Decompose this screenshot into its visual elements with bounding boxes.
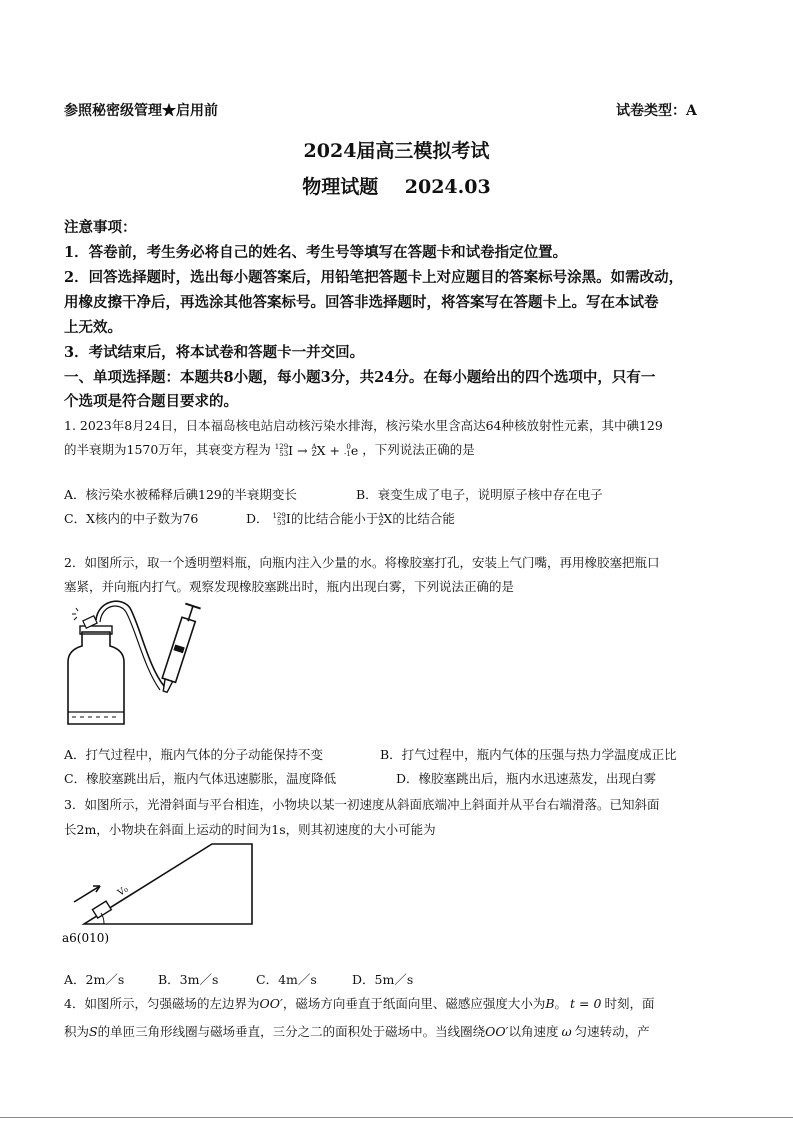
- eq-x-mass: A: [311, 443, 317, 452]
- q1-decay-equation: [275, 443, 358, 459]
- q4-text-e: 积为: [64, 1024, 90, 1039]
- q4-oo-axis: OO′: [259, 996, 283, 1011]
- eq-e-mass: 0: [346, 443, 351, 452]
- eq-i-symbol: I: [288, 442, 294, 458]
- q4-symbol-omega: ω: [561, 1024, 572, 1039]
- notice-heading: 注意事项：: [64, 219, 137, 236]
- eq-e-symbol: e: [350, 442, 359, 458]
- exam-title: 2024届高三模拟考试: [303, 140, 490, 162]
- notice-item-2-line-1: 2．回答选择题时，选出每小题答案后，用铅笔把答题卡上对应题目的答案标号涂黑。如需改动，: [64, 269, 684, 286]
- eq-i-mass: 129: [274, 443, 289, 452]
- q2-option-a: A．打气过程中，瓶内气体的分子动能保持不变: [64, 747, 324, 762]
- q3-option-d: D．5m／s: [352, 972, 414, 987]
- q4-symbol-t: t = 0: [570, 996, 602, 1011]
- q3-incline-figure: [60, 838, 260, 948]
- q3-figure-v-label: V₀: [116, 884, 131, 899]
- q1-option-d-pre: D．: [246, 511, 269, 526]
- notice-item-3: 3．考试结束后，将本试卷和答题卡一并交回。: [64, 344, 365, 361]
- eq-x-num: Z: [311, 450, 317, 459]
- q4-line-1: [64, 994, 654, 1012]
- q2-line-1: 2．如图所示，取一个透明塑料瓶，向瓶内注入少量的水。将橡胶塞打孔，安装上气门嘴，再用橡胶塞把瓶口: [64, 555, 660, 570]
- q1-option-a: A．核污染水被稀释后碘129的半衰期变长: [64, 487, 297, 502]
- q1-option-b: B．衰变生成了电子，说明原子核中存在电子: [356, 487, 603, 502]
- q4-line-2: [64, 1022, 650, 1040]
- header-right: 试卷类型：A: [616, 103, 697, 119]
- q2-option-c: C．橡胶塞跳出后，瓶内气体迅速膨胀，温度降低: [64, 771, 337, 786]
- optd-i-mass: 129: [272, 511, 286, 520]
- q1-line-2-pre: 的半衰期为1570万年，其衰变方程为: [64, 442, 271, 457]
- section-1-line-2: 个选项是符合题目要求的。: [64, 393, 238, 410]
- q1-option-d: [246, 509, 455, 527]
- q2-option-b: B．打气过程中，瓶内气体的压强与热力学温度成正比: [380, 747, 677, 762]
- q4-text-b: ，磁场方向垂直于纸面向里、磁感应强度大小为: [282, 996, 546, 1011]
- optd-i-num: 53: [276, 518, 286, 527]
- q3-figure-note: a6(010): [62, 931, 110, 945]
- q4-symbol-b: B: [545, 996, 555, 1011]
- q3-option-b: B．3m／s: [158, 972, 219, 987]
- q2-bottle-pump-figure: [60, 596, 210, 730]
- eq-arrow: →: [297, 442, 308, 458]
- notice-item-1: 1．答卷前，考生务必将自己的姓名、考生号等填写在答题卡和试卷指定位置。: [64, 244, 568, 261]
- q1-line-2: [64, 440, 475, 458]
- q4-text-f: 的单匝三角形线圈与磁场垂直，三分之二的面积处于磁场中。当线圈绕: [97, 1024, 486, 1039]
- eq-x-symbol: X: [316, 442, 326, 458]
- q1-line-2-post: ，下列说法正确的是: [362, 442, 475, 457]
- eq-plus: +: [329, 442, 341, 458]
- optd-x-mass: A: [378, 511, 384, 520]
- q2-option-d: D．橡胶塞跳出后，瓶内水迅速蒸发，出现白雾: [396, 771, 657, 786]
- q4-text-c: 。: [554, 996, 568, 1011]
- q3-option-a: A．2m／s: [64, 972, 125, 987]
- q1-line-1: 1. 2023年8月24日，日本福岛核电站启动核污染水排海，核污染水里含高达64种核放射性元素，其中碘129: [64, 418, 663, 433]
- section-1-line-1: 一、单项选择题：本题共8小题，每小题3分，共24分。在每小题给出的四个选项中，只有一: [64, 369, 656, 386]
- q3-line-2: 长2m，小物块在斜面上运动的时间为1s，则其初速度的大小可能为: [64, 822, 436, 837]
- eq-e-num: -1: [344, 450, 351, 459]
- q3-line-1: 3．如图所示，光滑斜面与平台相连，小物块以某一初速度从斜面底端冲上斜面并从平台右端滑落。已知斜面: [64, 797, 660, 812]
- q4-symbol-s: S: [89, 1024, 98, 1039]
- q1-option-d-post: 的比结合能: [392, 511, 455, 526]
- notice-item-2-line-2: 用橡皮擦干净后，再选涂其他答案标号。回答非选择题时，将答案写在答题卡上。写在本试卷: [64, 294, 659, 311]
- eq-i-num: 53: [279, 450, 289, 459]
- q4-text-d: 时刻，面: [604, 996, 655, 1011]
- optd-x-symbol: X: [383, 511, 393, 526]
- q3-option-c: C．4m／s: [256, 972, 317, 987]
- q4-oo-axis-2: OO′: [485, 1024, 509, 1039]
- q4-text-a: 4．如图所示，匀强磁场的左边界为: [64, 996, 260, 1011]
- q4-text-h: 匀速转动，产: [574, 1024, 650, 1039]
- exam-subtitle: 物理试题 2024.03: [302, 176, 491, 198]
- q1-option-c: C．X核内的中子数为76: [64, 511, 199, 526]
- notice-item-2-line-3: 上无效。: [64, 319, 122, 336]
- q1-option-d-mid: 的比结合能小于: [290, 511, 379, 526]
- page-bottom-rule: [0, 1117, 793, 1118]
- optd-i-symbol: I: [285, 511, 291, 526]
- header-left: 参照秘密级管理★启用前: [64, 103, 218, 119]
- q2-line-2: 塞紧，并向瓶内打气。观察发现橡胶塞跳出时，瓶内出现白雾，下列说法正确的是: [64, 579, 515, 594]
- optd-x-num: Z: [378, 518, 384, 527]
- q4-text-g: 以角速度: [508, 1024, 559, 1039]
